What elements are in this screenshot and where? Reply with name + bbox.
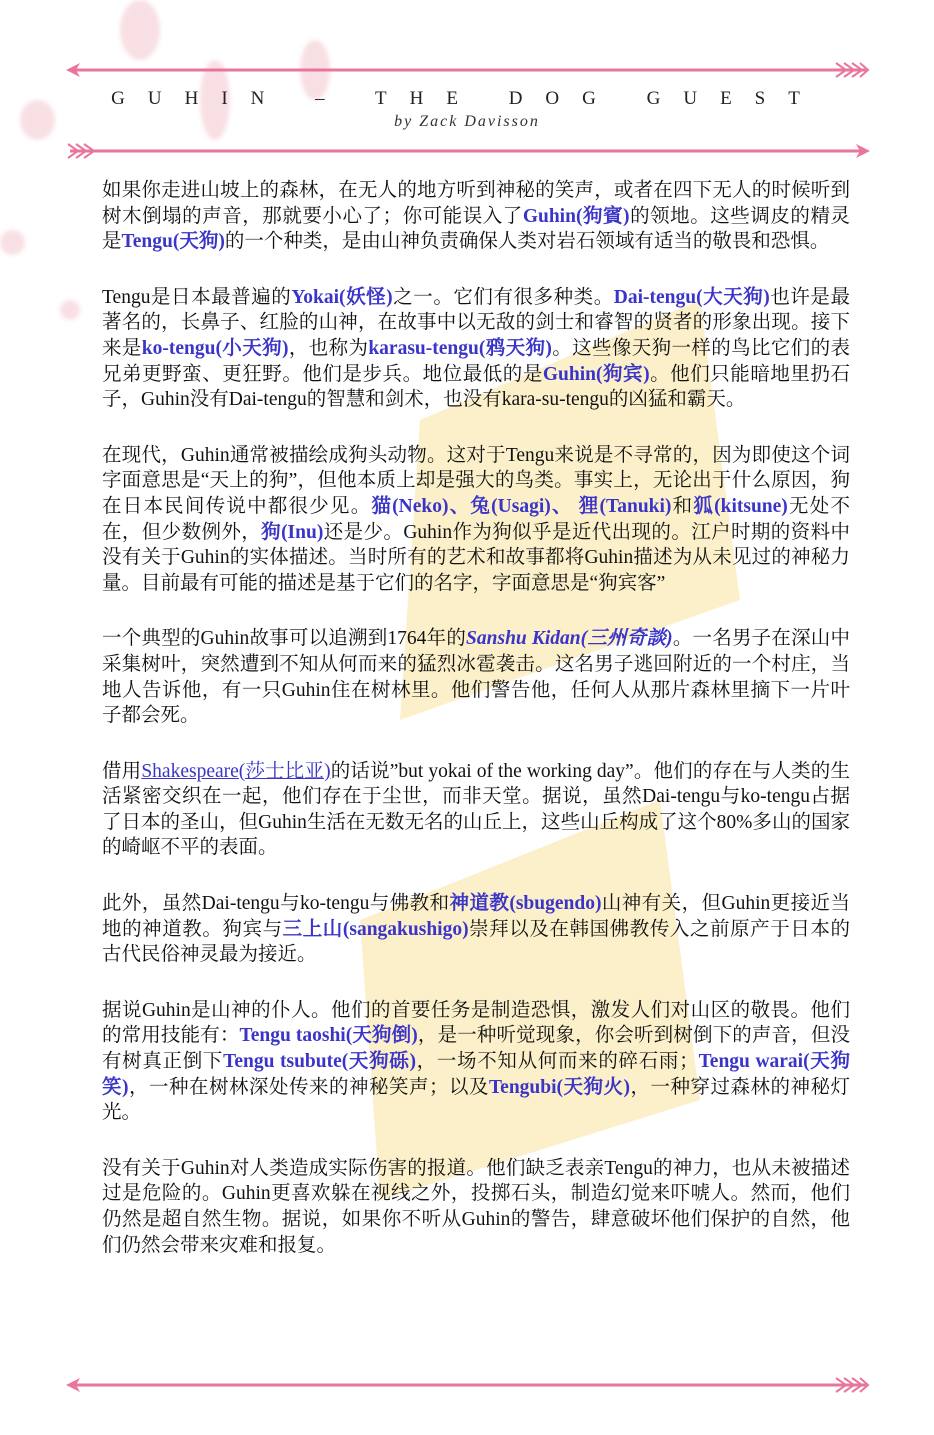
bottom-arrow-divider xyxy=(66,1377,870,1393)
paragraph-text: Tengu是日本最普遍的 xyxy=(102,286,292,308)
paragraph xyxy=(102,285,850,413)
paragraph-text: ，也称为 xyxy=(288,337,369,359)
term-link[interactable]: 狗(Inu) xyxy=(261,521,324,543)
paragraph-text: 。这些像天狗一样的鸟比它们的表兄弟更野蛮、更狂野。他们是步兵。地位最低的是 xyxy=(102,337,850,385)
term-link[interactable]: Sanshu Kidan(三州奇談) xyxy=(466,628,673,650)
paragraph-text: 也许是最著名的，长鼻子、红脸的山神，在故事中以无敌的剑士和睿智的贤者的形象出现。接下来是 xyxy=(102,286,850,359)
petal-decoration xyxy=(120,0,160,60)
paragraph xyxy=(102,626,850,728)
paragraph-text: ，一种在树林深处传来的神秘笑声；以及 xyxy=(128,1076,489,1098)
paragraph-text: 。一名男子在深山中采集树叶，突然遭到不知从何而来的猛烈冰雹袭击。这名男子逃回附近的一个村庄，当地人告诉他，有一只Guhin住在树林里。他们警告他，任何人从那片森林里摘下一片叶子都会死。 xyxy=(102,628,850,727)
paragraph-text: 和 xyxy=(671,495,694,517)
paragraph-text: 如果你走进山坡上的森林，在无人的地方听到神秘的笑声，或者在四下无人的时候听到树木倒塌的声音，那就要小心了；你可能误入了 xyxy=(102,180,850,227)
paragraph-text: 无处不在，但少数例外， xyxy=(102,495,850,543)
article-title: GUHIN – THE DOG GUEST xyxy=(111,88,823,109)
paragraph xyxy=(102,1156,850,1258)
paragraph xyxy=(102,178,850,255)
paragraph-text: 借用 xyxy=(102,760,142,782)
paragraph-text: 之一。它们有很多种类。 xyxy=(392,286,614,308)
paragraph-text: 崇拜以及在韩国佛教传入之前原产于日本的古代民俗神灵最为接近。 xyxy=(102,918,850,966)
term-link[interactable]: Tengu warai(天狗笑) xyxy=(102,1051,850,1098)
paragraph-text: 还是少。Guhin作为狗似乎是近代出现的。江户时期的资料中没有关于Guhin的实体描述。当时所有的艺术和故事都将Guhin描述为从未见过的神秘力量。目前最有可能的描述是基于它们的名字，字面意思是“狗宾客” xyxy=(102,521,850,594)
top-arrow-divider xyxy=(66,62,870,78)
paragraph-text: 的话说”but yokai of the working day”。他们的存在与人类的生活紧密交织在一起，他们存在于尘世，而非天堂。据说，虽然Dai-tengu与ko-tengu占据了日本的圣山，但Guhin生活在无数无名的山丘上，这些山丘构成了这个80%多山的国家的崎岖不平的表面。 xyxy=(102,760,850,859)
petal-decoration xyxy=(60,300,80,320)
paragraph-text: ，一场不知从何而来的碎石雨； xyxy=(415,1051,699,1073)
paragraph xyxy=(102,891,850,968)
term-link[interactable]: Tengubi(天狗火) xyxy=(488,1076,631,1098)
article-byline: by Zack Davisson xyxy=(394,113,540,130)
paragraph xyxy=(102,443,850,597)
paragraph-text: 的一个种类，是由山神负责确保人类对岩石领域有适当的敬畏和恐惧。 xyxy=(224,231,830,253)
paragraph-text: 没有关于Guhin对人类造成实际伤害的报道。他们缺乏表亲Tengu的神力，也从未被描述过是危险的。Guhin更喜欢躲在视线之外，投掷石头，制造幻觉来吓唬人。然而，他们仍然是超自然生物。据说，如果你不听从Guhin的警告，肆意破坏他们保护的自然，他们仍然会带来灾难和报复。 xyxy=(102,1157,850,1256)
paragraph xyxy=(102,998,850,1126)
term-link[interactable]: 猫(Neko)、兔(Usagi)、 狸(Tanuki) xyxy=(371,495,672,517)
term-link[interactable]: Dai-tengu(大天狗) xyxy=(613,286,770,308)
article-body xyxy=(102,178,850,1288)
term-link[interactable]: Guhin(狗賓) xyxy=(522,205,630,227)
term-link[interactable]: Tengu tsubute(天狗砾) xyxy=(223,1051,416,1073)
term-link[interactable]: Shakespeare(莎士比亚) xyxy=(141,760,331,782)
paragraph-text: 山神有关，但Guhin更接近当地的神道教。狗宾与 xyxy=(102,893,850,940)
paragraph xyxy=(102,759,850,861)
term-link[interactable]: ko-tengu(小天狗) xyxy=(141,337,289,359)
term-link[interactable]: 三上山(sangakushigo) xyxy=(282,918,469,940)
term-link[interactable]: Tengu taoshi(天狗倒) xyxy=(239,1025,418,1047)
paragraph-text: 据说Guhin是山神的仆人。他们的首要任务是制造恐惧，激发人们对山区的敬畏。他们的常用技能有： xyxy=(102,999,850,1047)
paragraph-text: ，是一种听觉现象，你会听到树倒下的声音，但没有树真正倒下 xyxy=(102,1025,850,1073)
term-link[interactable]: Guhin(狗宾) xyxy=(542,363,650,385)
paragraph-text: 一个典型的Guhin故事可以追溯到1764年的 xyxy=(102,628,467,650)
term-link[interactable]: 狐(kitsune) xyxy=(693,495,788,517)
paragraph-text: 的领地。这些调皮的精灵是 xyxy=(102,205,850,253)
paragraph-text: 在现代，Guhin通常被描绘成狗头动物。这对于Tengu来说是不寻常的，因为即使这个词字面意思是“天上的狗”，但他本质上却是强大的鸟类。事实上，无论出于什么原因，狗在日本民间传说中都很少见。 xyxy=(102,444,850,517)
term-link[interactable]: 神道教(sbugendo) xyxy=(449,893,602,915)
term-link[interactable]: Yokai(妖怪) xyxy=(291,286,393,308)
header-arrow-divider xyxy=(66,143,870,159)
petal-decoration xyxy=(0,230,25,255)
paragraph-text: ，一种穿过森林的神秘灯光。 xyxy=(102,1076,850,1124)
paragraph-text: 此外，虽然Dai-tengu与ko-tengu与佛教和 xyxy=(102,893,450,915)
term-link[interactable]: karasu-tengu(鸦天狗) xyxy=(368,337,552,359)
term-link[interactable]: Tengu(天狗) xyxy=(121,231,225,253)
paragraph-text: 。他们只能暗地里扔石子，Guhin没有Dai-tengu的智慧和剑术，也没有kara-su-tengu的凶猛和霸天。 xyxy=(102,363,850,411)
